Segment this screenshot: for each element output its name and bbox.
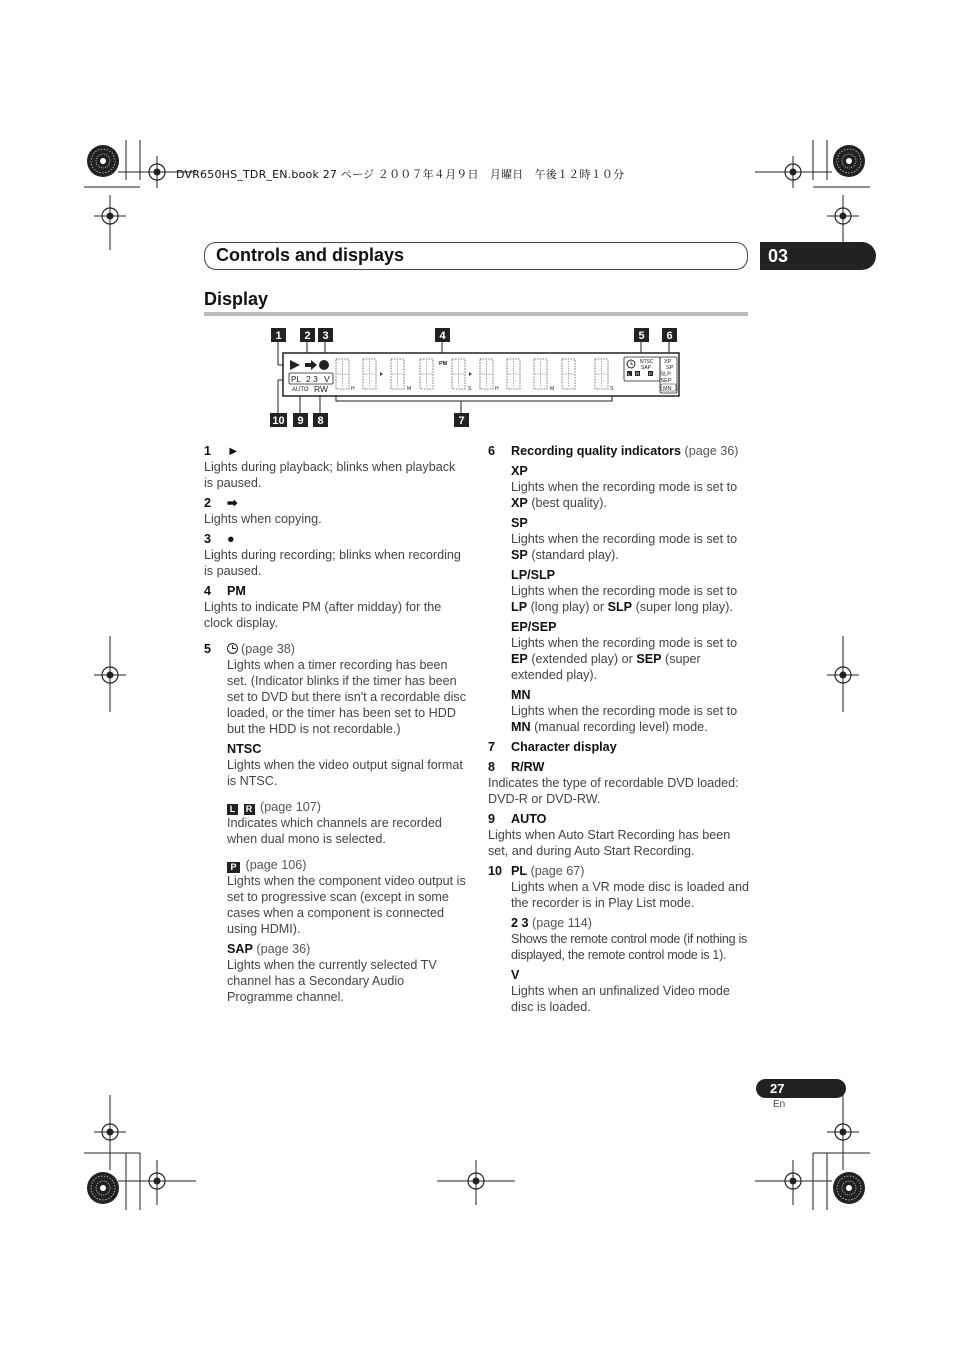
callout-2-text: 2: [304, 330, 311, 342]
sap-label: SAP: [641, 365, 652, 371]
lr-heading: L R (page 107): [227, 799, 466, 815]
mn-title: MN: [511, 688, 531, 702]
callout-9: [293, 413, 308, 427]
callout-10: [270, 413, 287, 427]
l-label: L: [628, 371, 631, 377]
callout-3-text: 3: [322, 330, 329, 342]
item-9-desc: Lights when Auto Start Recording has been set, and during Auto Start Recording.: [488, 828, 731, 858]
item-3-desc: Lights during recording; blinks when recording is paused.: [204, 548, 461, 578]
sp-title: SP: [511, 516, 528, 530]
page-language: En: [773, 1099, 786, 1110]
mn-desc: Lights when the recording mode is set to MN (manual recording level) mode.: [511, 704, 738, 734]
seg-h1: H: [351, 386, 355, 392]
item-3-heading: 3 ●: [204, 532, 235, 546]
chapter-number: 03: [760, 242, 876, 270]
item-2-desc: Lights when copying.: [204, 512, 322, 526]
timer-icon: [227, 643, 238, 654]
item-10-heading: 10 PL (page 67): [488, 864, 585, 878]
callout-4-text: 4: [439, 330, 446, 342]
pl-label: PL: [291, 375, 301, 384]
s23-desc: Shows the remote control mode (if nothing is displayed, the remote control mode is 1).: [511, 932, 748, 962]
p-heading: P (page 106): [227, 857, 466, 873]
pm-label: PM: [439, 361, 448, 367]
callout-2: [300, 328, 315, 342]
callout-7: [454, 413, 469, 427]
sap-heading: SAP (page 36): [227, 942, 311, 956]
item-7-heading: 7 Character display: [488, 740, 617, 754]
item-5-heading: 5 (page 38): [204, 642, 295, 656]
callout-7-text: 7: [458, 415, 465, 427]
seg-s1: S: [468, 386, 472, 392]
lr-desc: Indicates which channels are recorded when dual mono is selected.: [227, 816, 442, 846]
callout-6: [662, 328, 677, 342]
callout-5-text: 5: [638, 330, 645, 342]
progressive-icon: P: [227, 862, 240, 873]
auto-label: AUTO: [292, 387, 309, 393]
xp-label: XP: [664, 359, 672, 365]
xp-desc: Lights when the recording mode is set to XP (best quality).: [511, 480, 738, 510]
page-number: 27: [756, 1079, 846, 1098]
item-8-heading: 8 R/RW: [488, 760, 545, 774]
chapter-title: Controls and displays: [216, 245, 405, 265]
seg-m2: M: [550, 386, 555, 392]
copy-glyph: ➡: [227, 496, 238, 510]
ntsc-label: NTSC: [640, 359, 654, 365]
callout-8: [313, 413, 328, 427]
item-4-desc: Lights to indicate PM (after midday) for the clock display.: [204, 600, 442, 630]
lp-title: LP/SLP: [511, 568, 556, 582]
seg-h2: H: [495, 386, 499, 392]
sep-label: SEP: [660, 378, 672, 384]
v-label: V: [324, 374, 330, 384]
print-header: DVR650HS_TDR_EN.book 27 ページ ２００７年４月９日 月曜日 午後１２時１０分: [176, 168, 625, 181]
r-icon: R: [244, 804, 255, 815]
mn-label: MN: [663, 386, 672, 392]
item-8-desc: Indicates the type of recordable DVD loaded: DVD-R or DVD-RW.: [488, 776, 739, 806]
item-6-heading: 6 Recording quality indicators (page 36): [488, 444, 739, 458]
s23-heading: 2 3 (page 114): [511, 916, 592, 930]
left-column: [204, 443, 466, 1005]
ep-desc: Lights when the recording mode is set to EP (extended play) or SEP (super extended play).: [511, 636, 738, 682]
seg-s2: S: [610, 386, 614, 392]
callout-5: [634, 328, 649, 342]
play-glyph: ►: [227, 444, 240, 458]
ntsc-title: NTSC: [227, 742, 262, 756]
callout-8-text: 8: [317, 415, 324, 427]
item-9-heading: 9 AUTO: [488, 812, 547, 826]
ntsc-desc: Lights when the video output signal format is NTSC.: [227, 758, 463, 788]
item-1-desc: Lights during playback; blinks when playback is paused.: [204, 460, 456, 490]
v-desc: Lights when an unfinalized Video mode disc is loaded.: [511, 984, 730, 1014]
callout-10-text: 10: [272, 415, 285, 427]
item-2-heading: 2 ➡: [204, 496, 238, 510]
section-title: Display: [204, 289, 269, 309]
sap-desc: Lights when the currently selected TV channel has a Secondary Audio Programme channel.: [227, 958, 437, 1004]
xp-title: XP: [511, 464, 528, 478]
callout-3: [318, 328, 333, 342]
p-label: P: [649, 371, 653, 377]
slp-label: SLP: [660, 371, 671, 378]
right-column: [488, 443, 752, 1015]
callout-1-text: 1: [275, 330, 282, 342]
mode-label: 2 3: [306, 374, 318, 384]
rw-label: RW: [314, 384, 329, 394]
lp-desc: Lights when the recording mode is set to LP (long play) or SLP (super long play).: [511, 584, 738, 614]
p-desc: Lights when the component video output is set to progressive scan (except in some cases when a component is connected using HDMI).: [227, 874, 466, 936]
item-5-desc: Lights when a timer recording has been set. (Indicator blinks if the timer has been set to DVD but there isn't a recordable disc loaded, or the timer has been set to HDD but the HDD is not recordable.): [227, 658, 467, 736]
callout-4: [435, 328, 450, 342]
v-title: V: [511, 968, 520, 982]
rec-symbol: [319, 360, 329, 370]
callout-1: [271, 328, 286, 342]
r-label: R: [636, 371, 640, 377]
section-rule: [204, 312, 748, 316]
callout-9-text: 9: [297, 415, 304, 427]
display-diagram: [262, 325, 692, 431]
item-1-heading: 1 ►: [204, 444, 240, 458]
rec-glyph: ●: [227, 532, 235, 546]
sp-desc: Lights when the recording mode is set to SP (standard play).: [511, 532, 738, 562]
sp-label: SP: [666, 365, 674, 371]
seg-m1: M: [407, 386, 412, 392]
item-10-desc: Lights when a VR mode disc is loaded and the recorder is in Play List mode.: [511, 880, 750, 910]
item-4-heading: 4 PM: [204, 584, 246, 598]
ep-title: EP/SEP: [511, 620, 557, 634]
callout-6-text: 6: [666, 330, 673, 342]
l-icon: L: [227, 804, 238, 815]
